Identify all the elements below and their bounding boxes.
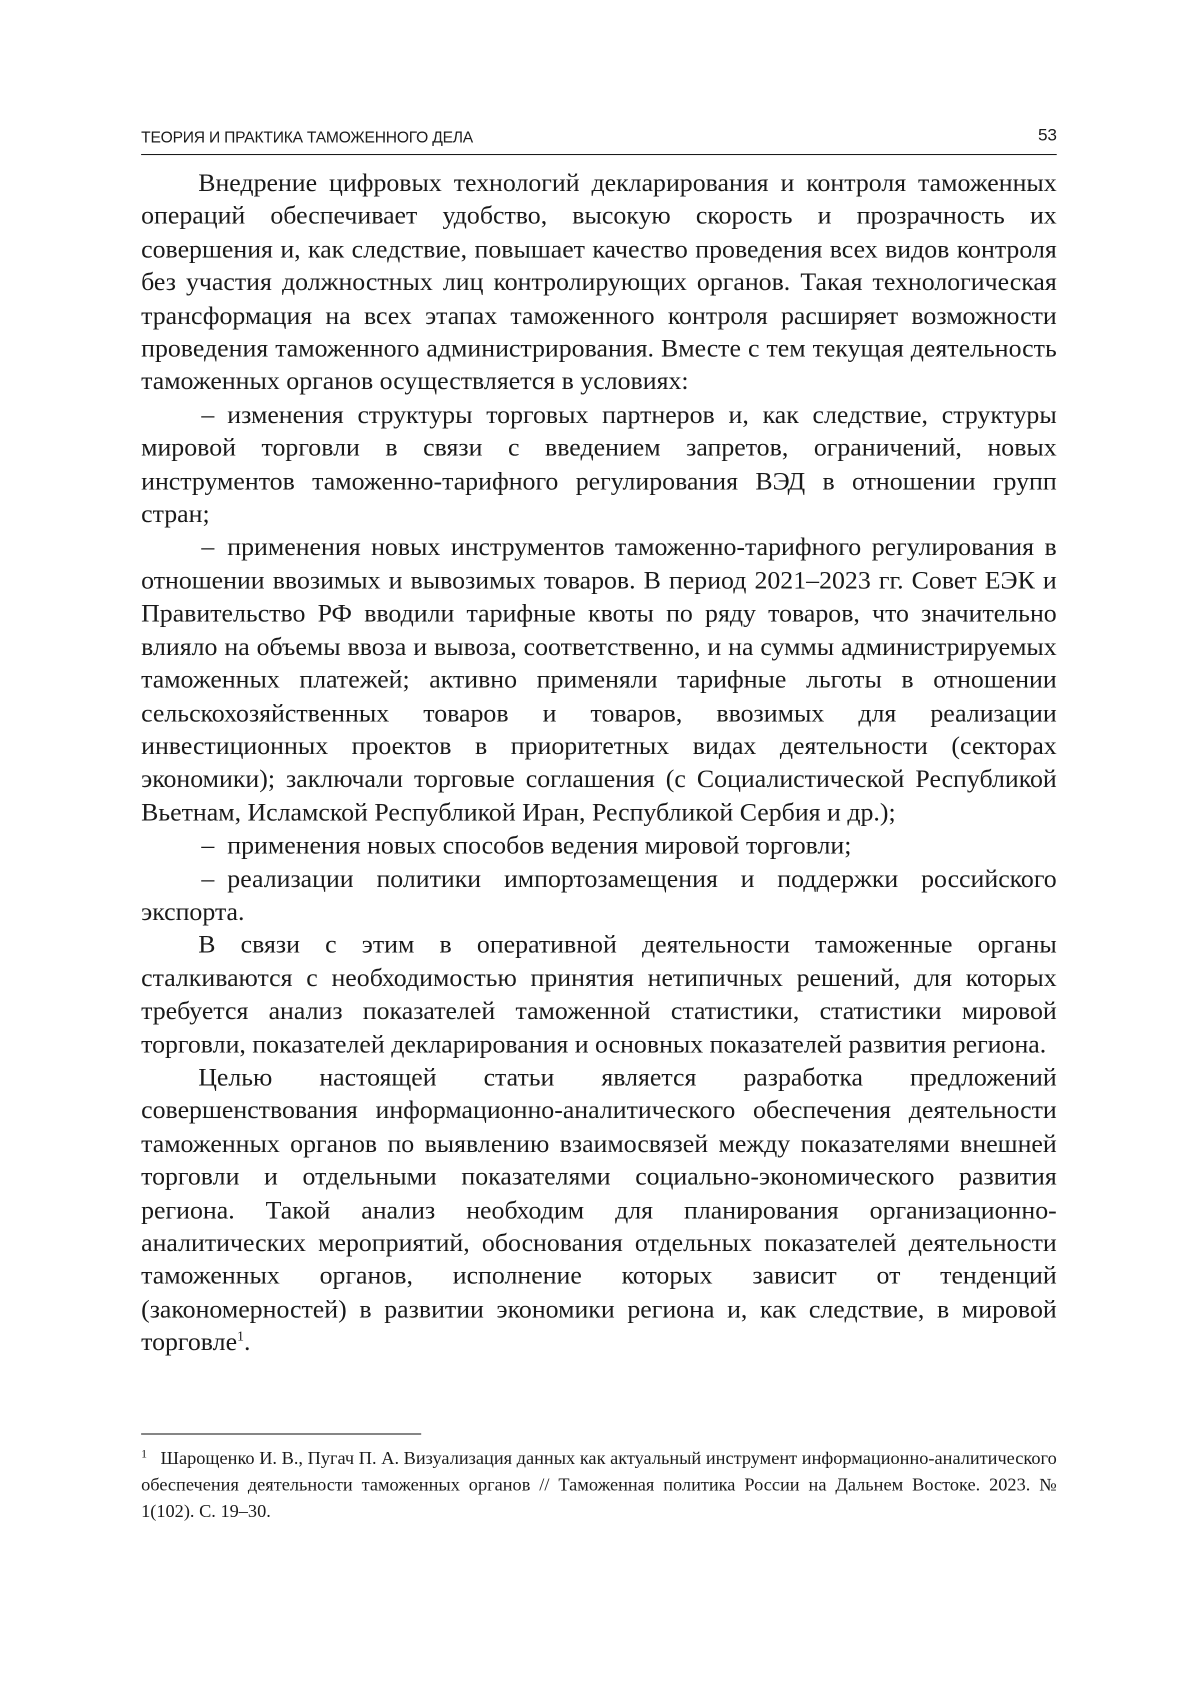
list-item-trade-methods: – применения новых способов ведения мировой торговли;: [201, 832, 852, 860]
paragraph-goal-end: .: [244, 1329, 251, 1357]
running-title: ТЕОРИЯ И ПРАКТИКА ТАМОЖЕННОГО ДЕЛА: [141, 129, 474, 147]
footnote-rule: [141, 1433, 421, 1434]
page-number: 53: [1037, 126, 1057, 145]
paragraph-goal: [141, 1062, 1057, 1360]
running-header: [141, 124, 1057, 154]
header-rule: [141, 154, 1057, 155]
list-item-trade-partners: – изменения структуры торговых партнеров и, как следствие, структуры мировой торговли в связи с введением запретов, ограничений, новых инструментов таможенно-тарифного регулирования ВЭД в отношении групп стран;: [141, 401, 1057, 529]
footnote-reference[interactable]: 1: [237, 1328, 245, 1345]
paragraph-goal-text: Целью настоящей статьи является разработка предложений совершенствования информационно-аналитического обеспечения деятельности таможенных органов по выявлению взаимосвязей между показателями внешней торговли и отдельными показателями социально-экономического развития региона. Такой анализ необходим для планирования организационно-аналитических мероприятий, обоснования отдельных показателей деятельности таможенных органов, исполнение которых зависит от тенденций (закономерностей) в развитии экономики региона и, как следствие, в мировой торговле: [141, 1064, 1057, 1357]
paragraph-context: В связи с этим в оперативной деятельности таможенные органы сталкиваются с необходимостью принятия нетипичных решений, для которых требуется анализ показателей таможенной статистики, статистики мировой торговли, показателей декларирования и основных показателей развития региона.: [141, 931, 1057, 1059]
list-item-import-substitution: – реализации политики импортозамещения и поддержки российского экспорта.: [141, 865, 1057, 927]
article-body: [141, 168, 1057, 1361]
paragraph-intro: Внедрение цифровых технологий декларирования и контроля таможенных операций обеспечивает удобство, высокую скорость и прозрачность их совершения и, как следствие, повышает качество проведения всех видов контроля без участия должностных лиц контролирующих органов. Такая технологическая трансформация на всех этапах таможенного контроля расширяет возможности проведения таможенного администрирования. Вместе с тем текущая деятельность таможенных органов осуществляется в условиях:: [141, 169, 1057, 397]
footnote: 1 Шарощенко И. В., Пугач П. А. Визуализация данных как актуальный инструмент информационно-аналитического обеспечения деятельности таможенных органов // Таможенная политика России на Дальнем Востоке. 2023. № 1(102). С. 19–30.: [141, 1448, 1057, 1522]
list-item-tariff-instruments: – применения новых инструментов таможенно-тарифного регулирования в отношении ввозимых и вывозимых товаров. В период 2021–2023 гг. Совет ЕЭК и Правительство РФ вводили тарифные квоты по ряду товаров, что значительно влияло на объемы ввоза и вывоза, соответственно, и на суммы администрируемых таможенных платежей; активно применяли тарифные льготы в отношении сельскохозяйственных товаров и товаров, ввозимых для реализации инвестиционных проектов в приоритетных видах деятельности (секторах экономики); заключали торговые соглашения (с Социалистической Республикой Вьетнам, Исламской Республикой Иран, Республикой Сербия и др.);: [141, 534, 1057, 827]
footnote-text: Шарощенко И. В., Пугач П. А. Визуализация данных как актуальный инструмент информационно-аналитического обеспечения деятельности таможенных органов // Таможенная политика России на Дальнем Востоке. 2023. № 1(102). С. 19–30.: [141, 1448, 1057, 1522]
